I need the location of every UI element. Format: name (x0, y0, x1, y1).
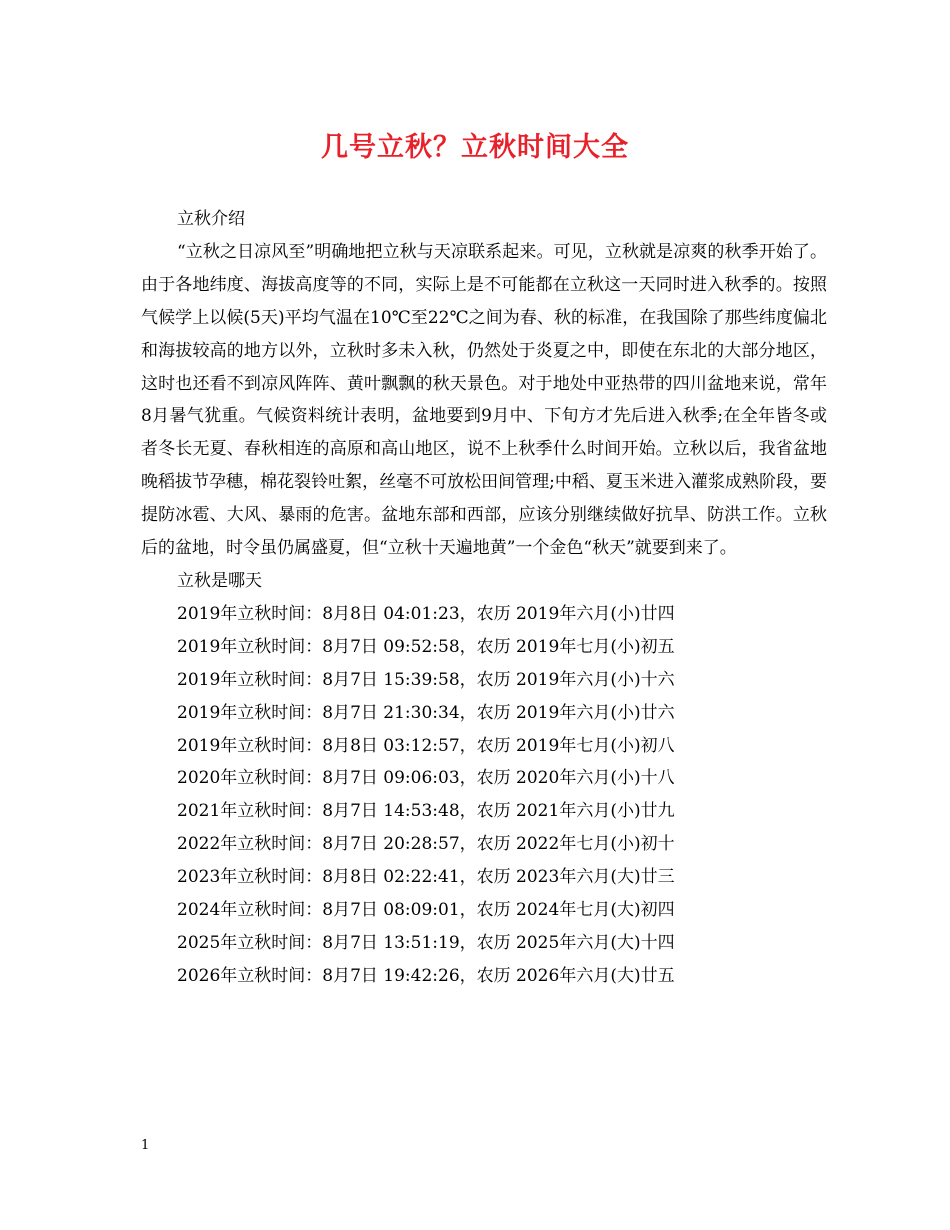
list-item: 2019年立秋时间：8月7日 21:30:34，农历 2019年六月(小)廿六 (177, 702, 675, 723)
list-item: 2026年立秋时间：8月7日 19:42:26，农历 2026年六月(大)廿五 (177, 965, 675, 986)
list-item: 2020年立秋时间：8月7日 09:06:03，农历 2020年六月(小)十八 (177, 768, 675, 789)
list-item: 2019年立秋时间：8月7日 09:52:58，农历 2019年七月(小)初五 (177, 636, 675, 657)
list-item: 2024年立秋时间：8月7日 08:09:01，农历 2024年七月(大)初四 (177, 900, 675, 921)
list-item: 2021年立秋时间：8月7日 14:53:48，农历 2021年六月(小)廿九 (177, 801, 675, 822)
page-number: 1 (141, 1138, 150, 1153)
list-item: 2019年立秋时间：8月8日 04:01:23，农历 2019年六月(小)廿四 (177, 603, 675, 624)
introduction-paragraph: “立秋之日凉风至”明确地把立秋与天凉联系起来。可见，立秋就是凉爽的秋季开始了。由于各地纬度、海拔高度等的不同，实际上是不可能都在立秋这一天同时进入秋季的。按照气候学上以候(5天)平均气温在10℃至22℃之间为春、秋的标准，在我国除了那些纬度偏北和海拔较高的地方以外，立秋时多未入秋，仍然处于炎夏之中，即使在东北的大部分地区，这时也还看不到凉风阵阵、黄叶飘飘的秋天景色。对于地处中亚热带的四川盆地来说，常年8月暑气犹重。气候资料统计表明，盆地要到9月中、下旬方才先后进入秋季;在全年皆冬或者冬长无夏、春秋相连的高原和高山地区，说不上秋季什么时间开始。立秋以后，我省盆地晚稻拔节孕穗，棉花裂铃吐絮，丝毫不可放松田间管理;中稻、夏玉米进入灌浆成熟阶段，要提防冰雹、大风、暴雨的危害。盆地东部和西部，应该分别继续做好抗旱、防洪工作。立秋后的盆地，时令虽仍属盛夏，但“立秋十天遍地黄”一个金色“秋天”就要到来了。 (141, 241, 827, 559)
list-item: 2023年立秋时间：8月8日 02:22:41，农历 2023年六月(大)廿三 (177, 867, 675, 888)
list-item: 2022年立秋时间：8月7日 20:28:57，农历 2022年七月(小)初十 (177, 834, 675, 855)
list-item: 2019年立秋时间：8月8日 03:12:57，农历 2019年七月(小)初八 (177, 735, 675, 756)
page-title: 几号立秋？立秋时间大全 (321, 132, 629, 163)
list-item: 2019年立秋时间：8月7日 15:39:58，农历 2019年六月(小)十六 (177, 669, 675, 690)
list-item: 2025年立秋时间：8月7日 13:51:19，农历 2025年六月(大)十四 (177, 932, 675, 953)
liqiu-dates-list (141, 598, 827, 993)
document-body (141, 203, 827, 993)
section-heading-which-day: 立秋是哪天 (177, 570, 262, 591)
section-heading-introduction: 立秋介绍 (177, 209, 245, 229)
